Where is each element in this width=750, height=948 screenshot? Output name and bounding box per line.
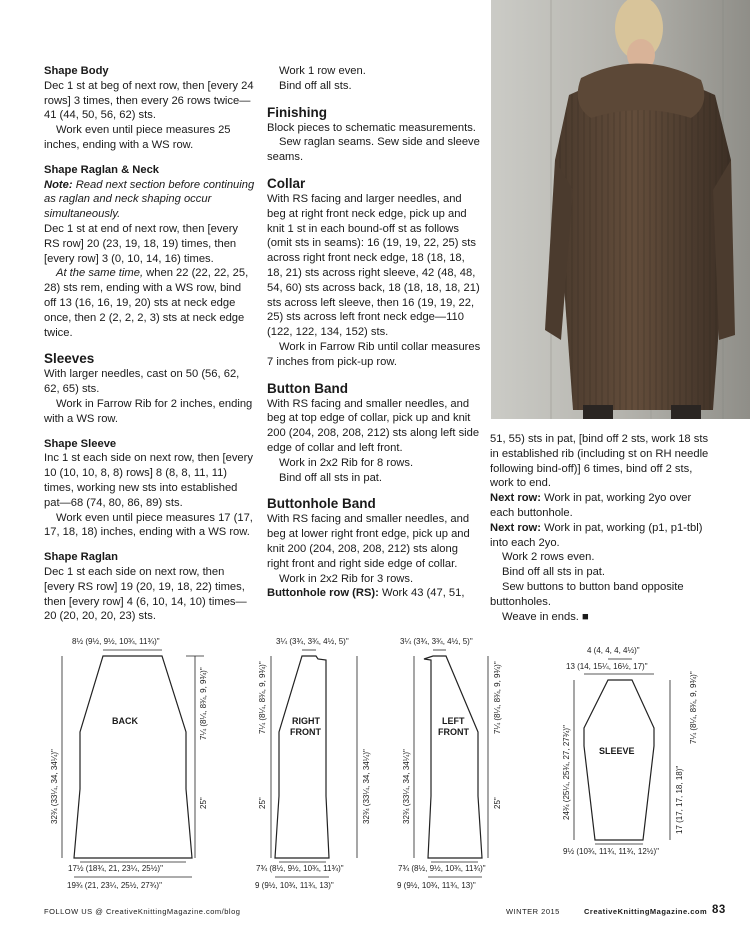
raglan-neck-text-2: when 22 (22, 22, 25, 28) sts rem, ending with a WS row, bind off 13 (16, 16, 19, 20) sts at neck edge once, then 2 (2, 2, 2, 3) sts at neck edge twice.: [44, 267, 249, 339]
sleeve-body-dim: 17 (17, 17, 18, 18)": [675, 765, 684, 834]
collar-heading: Collar: [267, 175, 306, 191]
sleeve-cuff-dim: 9½ (10¾, 11¾, 11¾, 12½)": [563, 847, 659, 856]
finishing-text-2: Sew raglan seams. Sew side and sleeve seams.: [267, 136, 480, 164]
weave-in-ends: Weave in ends. ■: [502, 610, 589, 623]
right-front-top-dim: 3¼ (3¾, 3¾, 4½, 5)": [276, 637, 349, 646]
buttonhole-row-text: Work 43 (47, 51,: [378, 587, 465, 600]
shape-body-heading: Shape Body: [44, 65, 109, 77]
left-front-length-dim: 32¾ (33¼, 34, 34¼)": [402, 749, 411, 824]
buttonhole-text-1: With RS facing and smaller needles, and beg at lower right front edge, pick up and knit 200 (204, 208, 208, 212) sts along right front and right side edge of collar.: [267, 513, 470, 570]
note-paragraph: [44, 178, 256, 222]
shape-sleeve-text-2: Work even until piece measures 17 (17, 17, 18, 18) inches, ending with a WS row.: [44, 511, 253, 539]
footer-site: CreativeKnittingMagazine.com: [584, 907, 708, 916]
right-front-length-dim: 32¾ (33¼, 34, 34¼)": [362, 749, 371, 824]
left-front-body-dim: 25": [493, 797, 502, 809]
button-band-heading: Button Band: [267, 380, 348, 396]
footer-issue: WINTER 2015: [506, 907, 560, 916]
back-hip-dim: 17½ (18¾, 21, 23¼, 25½)": [68, 864, 163, 873]
next-row-2-para: [490, 521, 712, 551]
back-raglan-dim: 7¼ (8¼, 8¾, 9, 9¾)": [199, 667, 208, 740]
shape-sleeve-text-1: Inc 1 st each side on next row, then [every 10 (10, 10, 8, 8) rows] 8 (8, 8, 11, 11) times, working new sts into established pat—68 (74, 80, 86, 89) sts.: [44, 452, 253, 509]
sleeve-label: SLEEVE: [599, 746, 635, 756]
work-2-rows: Work 2 rows even.: [502, 551, 595, 564]
work-1-row-even: Work 1 row even.: [279, 65, 366, 77]
right-front-outline: [275, 656, 329, 858]
same-time-label: At the same time,: [56, 267, 144, 280]
left-front-label-1: LEFT: [442, 716, 465, 726]
bind-off-all: Bind off all sts.: [279, 79, 352, 92]
next-row-2-text: Work in pat, working (p1, p1-tbl) into each 2yo.: [490, 521, 703, 549]
shape-sleeve-heading: Shape Sleeve: [44, 437, 117, 450]
buttonhole-text-2: Work in 2x2 Rib for 3 rows.: [279, 572, 414, 585]
model-photo-illustration: [491, 0, 750, 419]
sleeves-heading: Sleeves: [44, 351, 95, 367]
left-front-label-2: FRONT: [438, 727, 469, 737]
raglan-neck-text-2-para: [44, 266, 256, 340]
button-band-text-3: Bind off all sts in pat.: [279, 471, 383, 484]
column-2: [267, 64, 481, 601]
bind-off-pat: Bind off all sts in pat.: [502, 566, 606, 579]
shape-body-text-2: Work even until piece measures 25 inches, ending with a WS row.: [44, 124, 231, 151]
note-text: Read next section before continuing as raglan and neck shaping occur simultaneously.: [44, 178, 255, 221]
left-front-hip-dim: 7¾ (8½, 9½, 10¾, 11¾)": [398, 864, 486, 873]
collar-text-1: With RS facing and larger needles, and beg at right front neck edge, pick up and knit 1 st in each bound-off st as follows (omit sts in seams): 16 (19, 19, 22, 25) sts across right front neck edge, 18 (18, 18, 18, 21) sts across right sleeve, 42 (48, 48, 54, 60) sts across back, 18 (18, 18, 18, 21) sts across left sleeve, then 16 (19, 19, 22, 25) sts across left front neck edge—110 (122, 122, 134, 152) sts.: [267, 192, 480, 339]
left-front-hem-dim: 9 (9½, 10¾, 11¾, 13)": [397, 881, 476, 890]
sleeve-length-dim: 24¾ (25¼, 25¾, 27, 27¾)": [562, 725, 571, 820]
right-front-hem-dim: 9 (9½, 10¾, 11¾, 13)": [255, 881, 334, 890]
left-front-top-dim: 3¼ (3¾, 3¾, 4½, 5)": [400, 637, 473, 646]
sleeve-upper-dim: 13 (14, 15¼, 16½, 17)": [566, 662, 648, 671]
next-row-1-text: Work in pat, working 2yo over each buttonhole.: [490, 492, 692, 519]
continued-text: 51, 55) sts in pat, [bind off 2 sts, work 18 sts in established rib (including st on RH needle following bind-off)] 6 times, bind off 2 sts, work to end.: [490, 433, 709, 490]
next-row-1-para: [490, 491, 712, 521]
finishing-heading: Finishing: [267, 104, 327, 120]
right-front-label-1: RIGHT: [292, 716, 320, 726]
shape-body-text-1: Dec 1 st at beg of next row, then [every 24 rows] 3 times, then every 26 rows twice—41 (44, 50, 56, 62) sts.: [44, 79, 254, 122]
page-number: 83: [712, 904, 726, 916]
back-body-dim: 25": [199, 797, 208, 809]
collar-text-2: Work in Farrow Rib until collar measures 7 inches from pick-up row.: [267, 340, 481, 368]
button-band-text-2: Work in 2x2 Rib for 8 rows.: [279, 456, 414, 469]
note-label: Note:: [44, 178, 73, 191]
back-top-dim: 8½ (9½, 9½, 10¾, 11¾)": [72, 637, 160, 646]
shape-raglan-neck-heading: Shape Raglan & Neck: [44, 163, 160, 176]
back-hem-dim: 19¾ (21, 23¼, 25½, 27¾)": [67, 881, 162, 890]
right-front-label-2: FRONT: [290, 727, 321, 737]
next-row-1-label: Next row:: [490, 492, 541, 505]
next-row-2-label: Next row:: [490, 521, 541, 534]
model-photo: [491, 0, 750, 419]
sleeves-text-2: Work in Farrow Rib for 2 inches, ending with a WS row.: [44, 397, 253, 425]
column-3: [490, 432, 712, 624]
button-band-text-1: With RS facing and smaller needles, and beg at top edge of collar, pick up and knit 200 (204, 208, 208, 212) sts along left side edge of collar and left front.: [267, 397, 480, 454]
schematic-diagrams: [0, 624, 750, 894]
footer-follow: FOLLOW US @ CreativeKnittingMagazine.com/blog: [44, 907, 241, 916]
right-front-body-dim: 25": [258, 797, 267, 809]
buttonhole-row-label: Buttonhole row (RS):: [267, 587, 379, 600]
back-label: BACK: [112, 716, 138, 726]
column-1: [44, 64, 256, 624]
raglan-neck-text-1: Dec 1 st at end of next row, then [every RS row] 20 (23, 19, 18, 19) times, then [every row] 3 (0, 10, 14, 16) times.: [44, 222, 239, 265]
buttonhole-row-para: [267, 586, 481, 601]
sew-buttons: Sew buttons to button band opposite buttonholes.: [490, 580, 684, 608]
left-front-raglan-dim: 7¼ (8¼, 8¾, 9, 9¾)": [493, 661, 502, 734]
right-front-hip-dim: 7¾ (8½, 9½, 10¾, 11¾)": [256, 864, 344, 873]
back-outline: [74, 656, 192, 858]
page-footer: [0, 904, 750, 920]
sleeves-text-1: With larger needles, cast on 50 (56, 62, 62, 65) sts.: [44, 368, 240, 396]
right-front-raglan-dim: 7¼ (8¼, 8¾, 9, 9¾)": [258, 661, 267, 734]
sleeve-top-dim: 4 (4, 4, 4, 4½)": [587, 646, 640, 655]
left-front-outline: [424, 656, 482, 858]
shape-raglan-heading: Shape Raglan: [44, 551, 118, 564]
sleeve-outline: [584, 680, 654, 840]
buttonhole-band-heading: Buttonhole Band: [267, 496, 376, 512]
sleeve-raglan-dim: 7¼ (8¼, 8¾, 9, 9¾)": [689, 671, 698, 744]
finishing-text-1: Block pieces to schematic measurements.: [267, 121, 476, 134]
back-length-dim: 32¾ (33¼, 34, 34¼)": [50, 749, 59, 824]
shape-raglan-text-1: Dec 1 st each side on next row, then [every RS row] 19 (20, 19, 18, 22) times, then [every row] 4 (6, 10, 14, 10) times—20 (20, 20, 20, 23) sts.: [44, 565, 247, 623]
